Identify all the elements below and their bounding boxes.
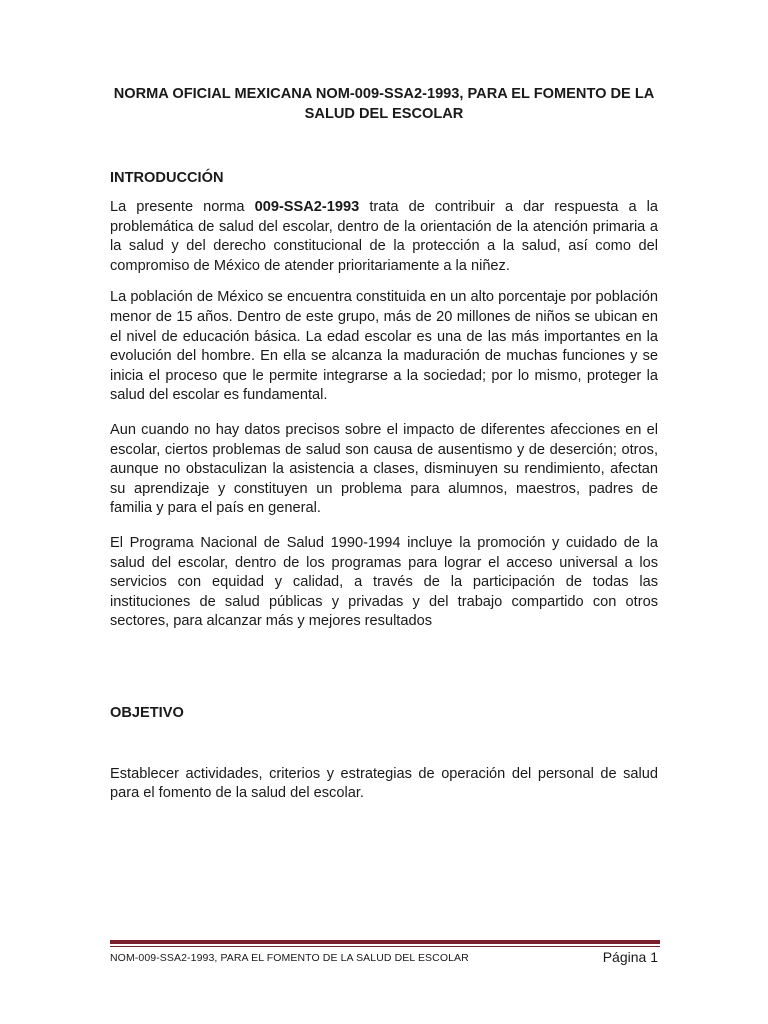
norm-code-bold: 009-SSA2-1993 — [254, 199, 360, 215]
page-number: Página 1 — [602, 949, 658, 965]
introduccion-paragraph-2: La población de México se encuentra constituida en un alto porcentaje por población menor de 15 años. Dentro de este grupo, más de 20 millones de niños se ubican en el nivel de educación básica. La edad escolar es una de las más importantes en la evolución del hombre. En ella se alcanza la maduración de muchas funciones y se inicia el proceso que le permite integrarse a la sociedad; por lo mismo, proteger la salud del escolar es fundamental. — [110, 289, 658, 404]
footer-rule-thin — [110, 946, 660, 947]
objetivo-heading: OBJETIVO — [110, 704, 184, 721]
introduccion-paragraph-4: El Programa Nacional de Salud 1990-1994 incluye la promoción y cuidado de la salud del escolar, dentro de los programas para lograr el acceso universal a los servicios con equidad y calidad, a través de la participación de todas las instituciones de salud públicas y privadas y del trabajo compartido con otros sectores, para alcanzar más y mejores resultados — [110, 534, 658, 630]
introduccion-paragraph-3: Aun cuando no hay datos precisos sobre el impacto de diferentes afecciones en el escolar, ciertos problemas de salud son causa de ausentismo y de deserción; otros, aunque no obstaculizan la asistencia a clases, disminuyen su rendimiento, afectan su aprendizaje y constituyen un problema para alumnos, maestros, padres de familia y para el país en general. — [110, 421, 658, 517]
introduccion-heading: INTRODUCCIÓN — [110, 170, 224, 186]
paragraph-text: La presente norma — [110, 199, 255, 215]
footer-text: NOM-009-SSA2-1993, PARA EL FOMENTO DE LA SALUD DEL ESCOLAR — [110, 952, 469, 964]
introduccion-paragraph-1 — [110, 198, 658, 276]
paragraph-text: trata de contribuir a dar respuesta a la problemática de salud del escolar, dentro de la orientación de la atención primaria a la salud y del derecho constitucional de la protección a la salud, así como del compromiso de México de atender prioritariamente a la niñez. — [110, 199, 658, 274]
document-title: NORMA OFICIAL MEXICANA NOM-009-SSA2-1993, PARA EL FOMENTO DE LA SALUD DEL ESCOLAR — [113, 86, 655, 122]
footer-rule-thick — [110, 940, 660, 944]
objetivo-paragraph: Establecer actividades, criterios y estrategias de operación del personal de salud para el fomento de la salud del escolar. — [110, 765, 658, 802]
document-body — [110, 84, 658, 804]
